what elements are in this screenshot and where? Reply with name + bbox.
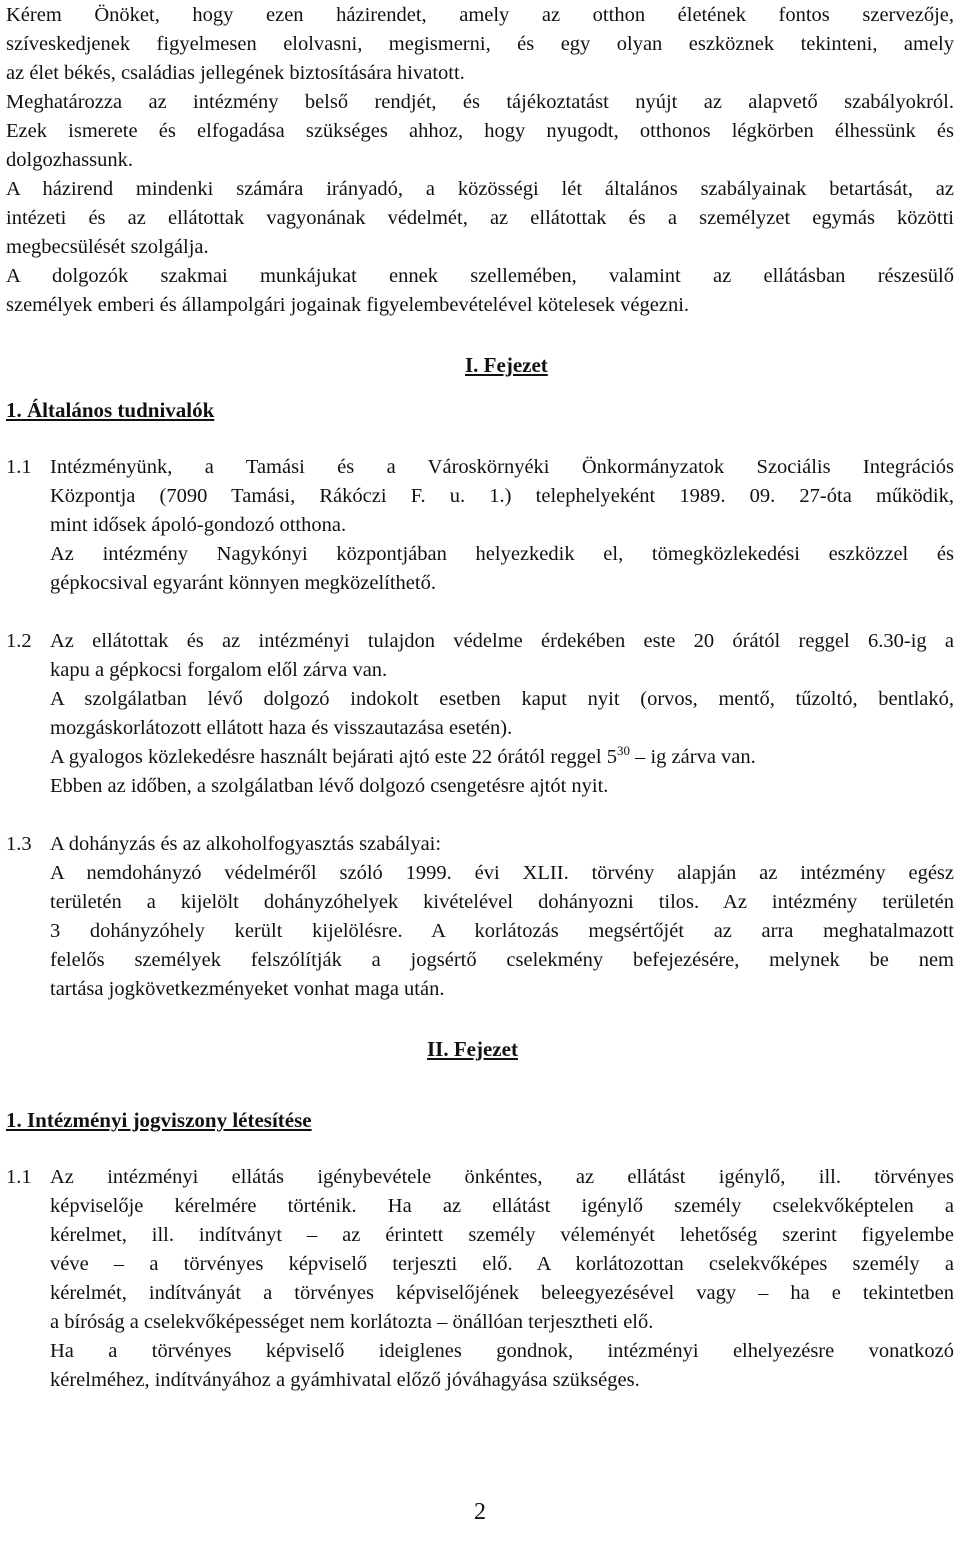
paragraph-number: 1.3 [6,833,32,855]
paragraph-line: mozgáskorlátozott ellátott haza és visszautazása esetén). [50,717,513,739]
paragraph-number: 1.2 [6,630,32,652]
paragraph-line: Az ellátottak és az intézményi tulajdon védelme érdekében este 20 órától reggel 6.30-ig a [50,630,954,652]
intro-line: személyek emberi és állampolgári jogainak figyelembevételével kötelesek végezni. [6,294,690,316]
line-text: A gyalogos közlekedésre használt bejárati ajtó este 22 órától reggel 5 [50,746,617,768]
paragraph-number: 1.1 [6,1166,32,1188]
paragraph-line [50,743,954,772]
paragraph-line: Központja (7090 Tamási, Rákóczi F. u. 1.) telephelyeként 1989. 09. 27-óta működik, [50,485,954,507]
section-title: 1. Intézményi jogviszony létesítése [6,1108,312,1132]
paragraph-line: A szolgálatban lévő dolgozó indokolt esetben kaput nyit (orvos, mentő, tűzoltó, bentlakó, [50,688,954,710]
paragraph-line: tartása jogkövetkezményeket vonhat maga után. [50,978,445,1000]
intro-line: intézeti és az ellátottak vagyonának védelmét, az ellátottak és a személyzet egymás közötti [6,207,954,229]
intro-line: dolgozhassunk. [6,149,133,171]
paragraph-line: Az intézmény Nagykónyi központjában helyezkedik el, tömegközlekedési eszközzel és [50,543,954,565]
paragraph-line: Ha a törvényes képviselő ideiglenes gondnok, intézményi elhelyezésre vonatkozó [50,1340,954,1362]
intro-line: A dolgozók szakmai munkájukat ennek szellemében, valamint az ellátásban részesülő [6,265,954,287]
intro-line: Meghatározza az intézmény belső rendjét, és tájékoztatást nyújt az alapvető szabályokról. [6,91,954,113]
paragraph-line: a bíróság a cselekvőképességet nem korlátozta – önállóan terjesztheti elő. [50,1311,654,1333]
section-title: 1. Általános tudnivalók [6,398,215,422]
paragraph-line: Intézményünk, a Tamási és a Városkörnyéki Önkormányzatok Szociális Integrációs [50,456,954,478]
page-number: 2 [474,1499,486,1525]
superscript: 30 [616,743,630,759]
paragraph-line: felelős személyek felszólítják a jogsértő cselekmény befejezésére, melynek be nem [50,949,954,971]
intro-line: A házirend mindenki számára irányadó, a közösségi lét általános szabályainak betartását, az [6,178,954,200]
paragraph-line: 3 dohányzóhely került kijelölésre. A korlátozás megsértőjét az arra meghatalmazott [50,920,954,942]
intro-line: megbecsülését szolgálja. [6,236,209,258]
paragraph-line: területén a kijelölt dohányzóhelyek kivételével dohányozni tilos. Az intézmény területén [50,891,954,913]
paragraph-line: kapu a gépkocsi forgalom elől zárva van. [50,659,388,681]
paragraph-line: gépkocsival egyaránt könnyen megközelíthető. [50,572,436,594]
intro-line: Ezek ismerete és elfogadása szükséges ahhoz, hogy nyugodt, otthonos légkörben élhessünk és [6,120,954,142]
paragraph-line: A dohányzás és az alkoholfogyasztás szabályai: [50,833,442,855]
paragraph-line: A nemdohányzó védelméről szóló 1999. évi XLII. törvény alapján az intézmény egész [50,862,954,884]
paragraph-line: véve – a törvényes képviselő terjeszti elő. A korlátozottan cselekvőképes személy a [50,1253,954,1275]
paragraph-line: kérelmét, indítványát a törvényes képviselőjének beleegyezésével vagy – ha e tekintetben [50,1282,954,1304]
intro-line: szíveskedjenek figyelmesen elolvasni, megismerni, és egy olyan eszköznek tekinteni, amely [6,33,954,55]
paragraph-number: 1.1 [6,456,32,478]
paragraph-line: Az intézményi ellátás igénybevétele önkéntes, az ellátást igénylő, ill. törvényes [50,1166,954,1188]
intro-line: az élet békés, családias jellegének biztosítására hivatott. [6,62,465,84]
paragraph-line: kérelmet, ill. indítványt – az érintett személy véleményét lehetőség szerint figyelembe [50,1224,954,1246]
paragraph-line: Ebben az időben, a szolgálatban lévő dolgozó csengetésre ajtót nyit. [50,775,609,797]
chapter-title: I. Fejezet [465,353,548,377]
line-text: – ig zárva van. [629,746,756,768]
intro-line: Kérem Önöket, hogy ezen házirendet, amely az otthon életének fontos szervezője, [6,4,954,26]
paragraph-line: kérelméhez, indítványához a gyámhivatal előző jóváhagyása szükséges. [50,1369,640,1391]
paragraph-line: mint idősek ápoló-gondozó otthona. [50,514,347,536]
paragraph-line: képviselője kérelmére történik. Ha az ellátást igénylő személy cselekvőképtelen a [50,1195,954,1217]
chapter-title: II. Fejezet [427,1037,518,1061]
